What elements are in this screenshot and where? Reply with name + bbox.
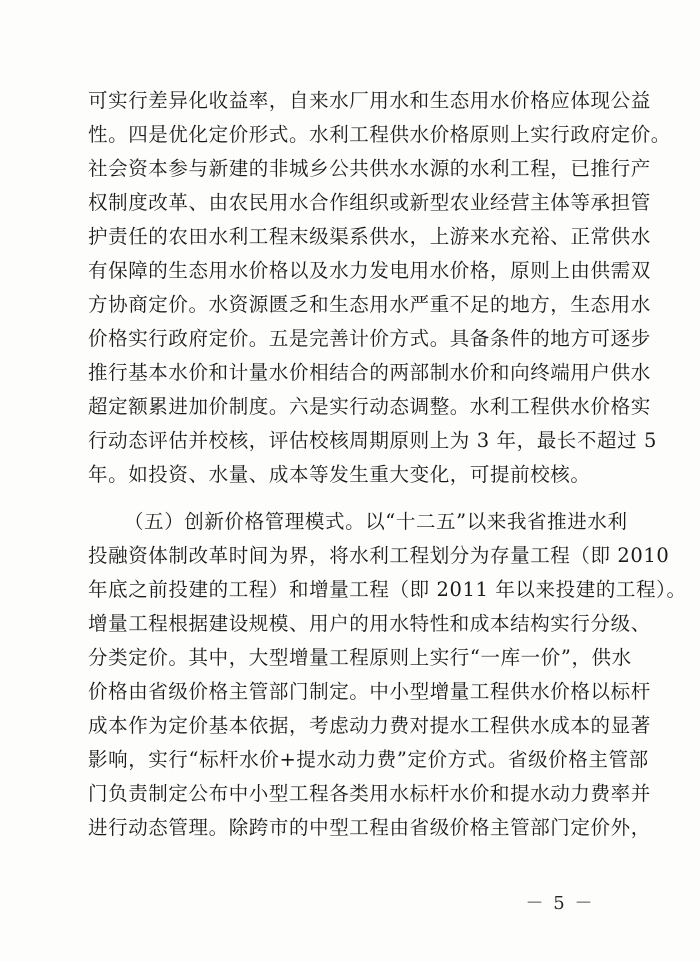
text-line: 方协商定价。水资源匮乏和生态用水严重不足的地方，生态用水 — [88, 293, 651, 316]
text-line: 权制度改革、由农民用水合作组织或新型农业经营主体等承担管 — [88, 191, 651, 214]
text-line: 成本作为定价基本依据，考虑动力费对提水工程供水成本的显著 — [88, 714, 651, 737]
text-line: 可实行差异化收益率，自来水厂用水和生态用水价格应体现公益 — [88, 89, 651, 112]
text-line: 价格由省级价格主管部门制定。中小型增量工程供水价格以标杆 — [88, 680, 651, 703]
text-line: 分类定价。其中，大型增量工程原则上实行“一库一价”，供水 — [88, 646, 632, 669]
text-line: 超定额累进加价制度。六是实行动态调整。水利工程供水价格实 — [88, 395, 651, 418]
text-line: 进行动态管理。除跨市的中型工程由省级价格主管部门定价外， — [88, 816, 651, 839]
text-line: 推行基本水价和计量水价相结合的两部制水价和向终端用户供水 — [88, 361, 651, 384]
text-line: 社会资本参与新建的非城乡公共供水水源的水利工程，已推行产 — [88, 157, 651, 180]
text-line: 行动态评估并校核，评估校核周期原则上为 3 年，最长不超过 5 — [88, 429, 658, 452]
text-line: 有保障的生态用水价格以及水力发电用水价格，原则上由供需双 — [88, 259, 651, 282]
text-line: 年底之前投建的工程）和增量工程（即 2011 年以来投建的工程）。 — [88, 578, 687, 601]
text-line: 年。如投资、水量、成本等发生重大变化，可提前校核。 — [88, 463, 591, 486]
text-line: 价格实行政府定价。五是完善计价方式。具备条件的地方可逐步 — [88, 327, 651, 350]
text-line: 增量工程根据建设规模、用户的用水特性和成本结构实行分级、 — [88, 612, 651, 635]
page-number: － 5 － — [525, 893, 595, 914]
text-line: 性。四是优化定价形式。水利工程供水价格原则上实行政府定价。 — [88, 123, 671, 146]
section-heading-line: （五）创新价格管理模式。以“十二五”以来我省推进水利 — [124, 510, 628, 533]
text-line: 护责任的农田水利工程末级渠系供水，上游来水充裕、正常供水 — [88, 225, 651, 248]
text-line: 影响，实行“标杆水价+提水动力费”定价方式。省级价格主管部 — [88, 748, 649, 771]
text-line: 门负责制定公布中小型工程各类用水标杆水价和提水动力费率并 — [88, 782, 651, 805]
text-line: 投融资体制改革时间为界，将水利工程划分为存量工程（即 2010 — [88, 544, 670, 567]
